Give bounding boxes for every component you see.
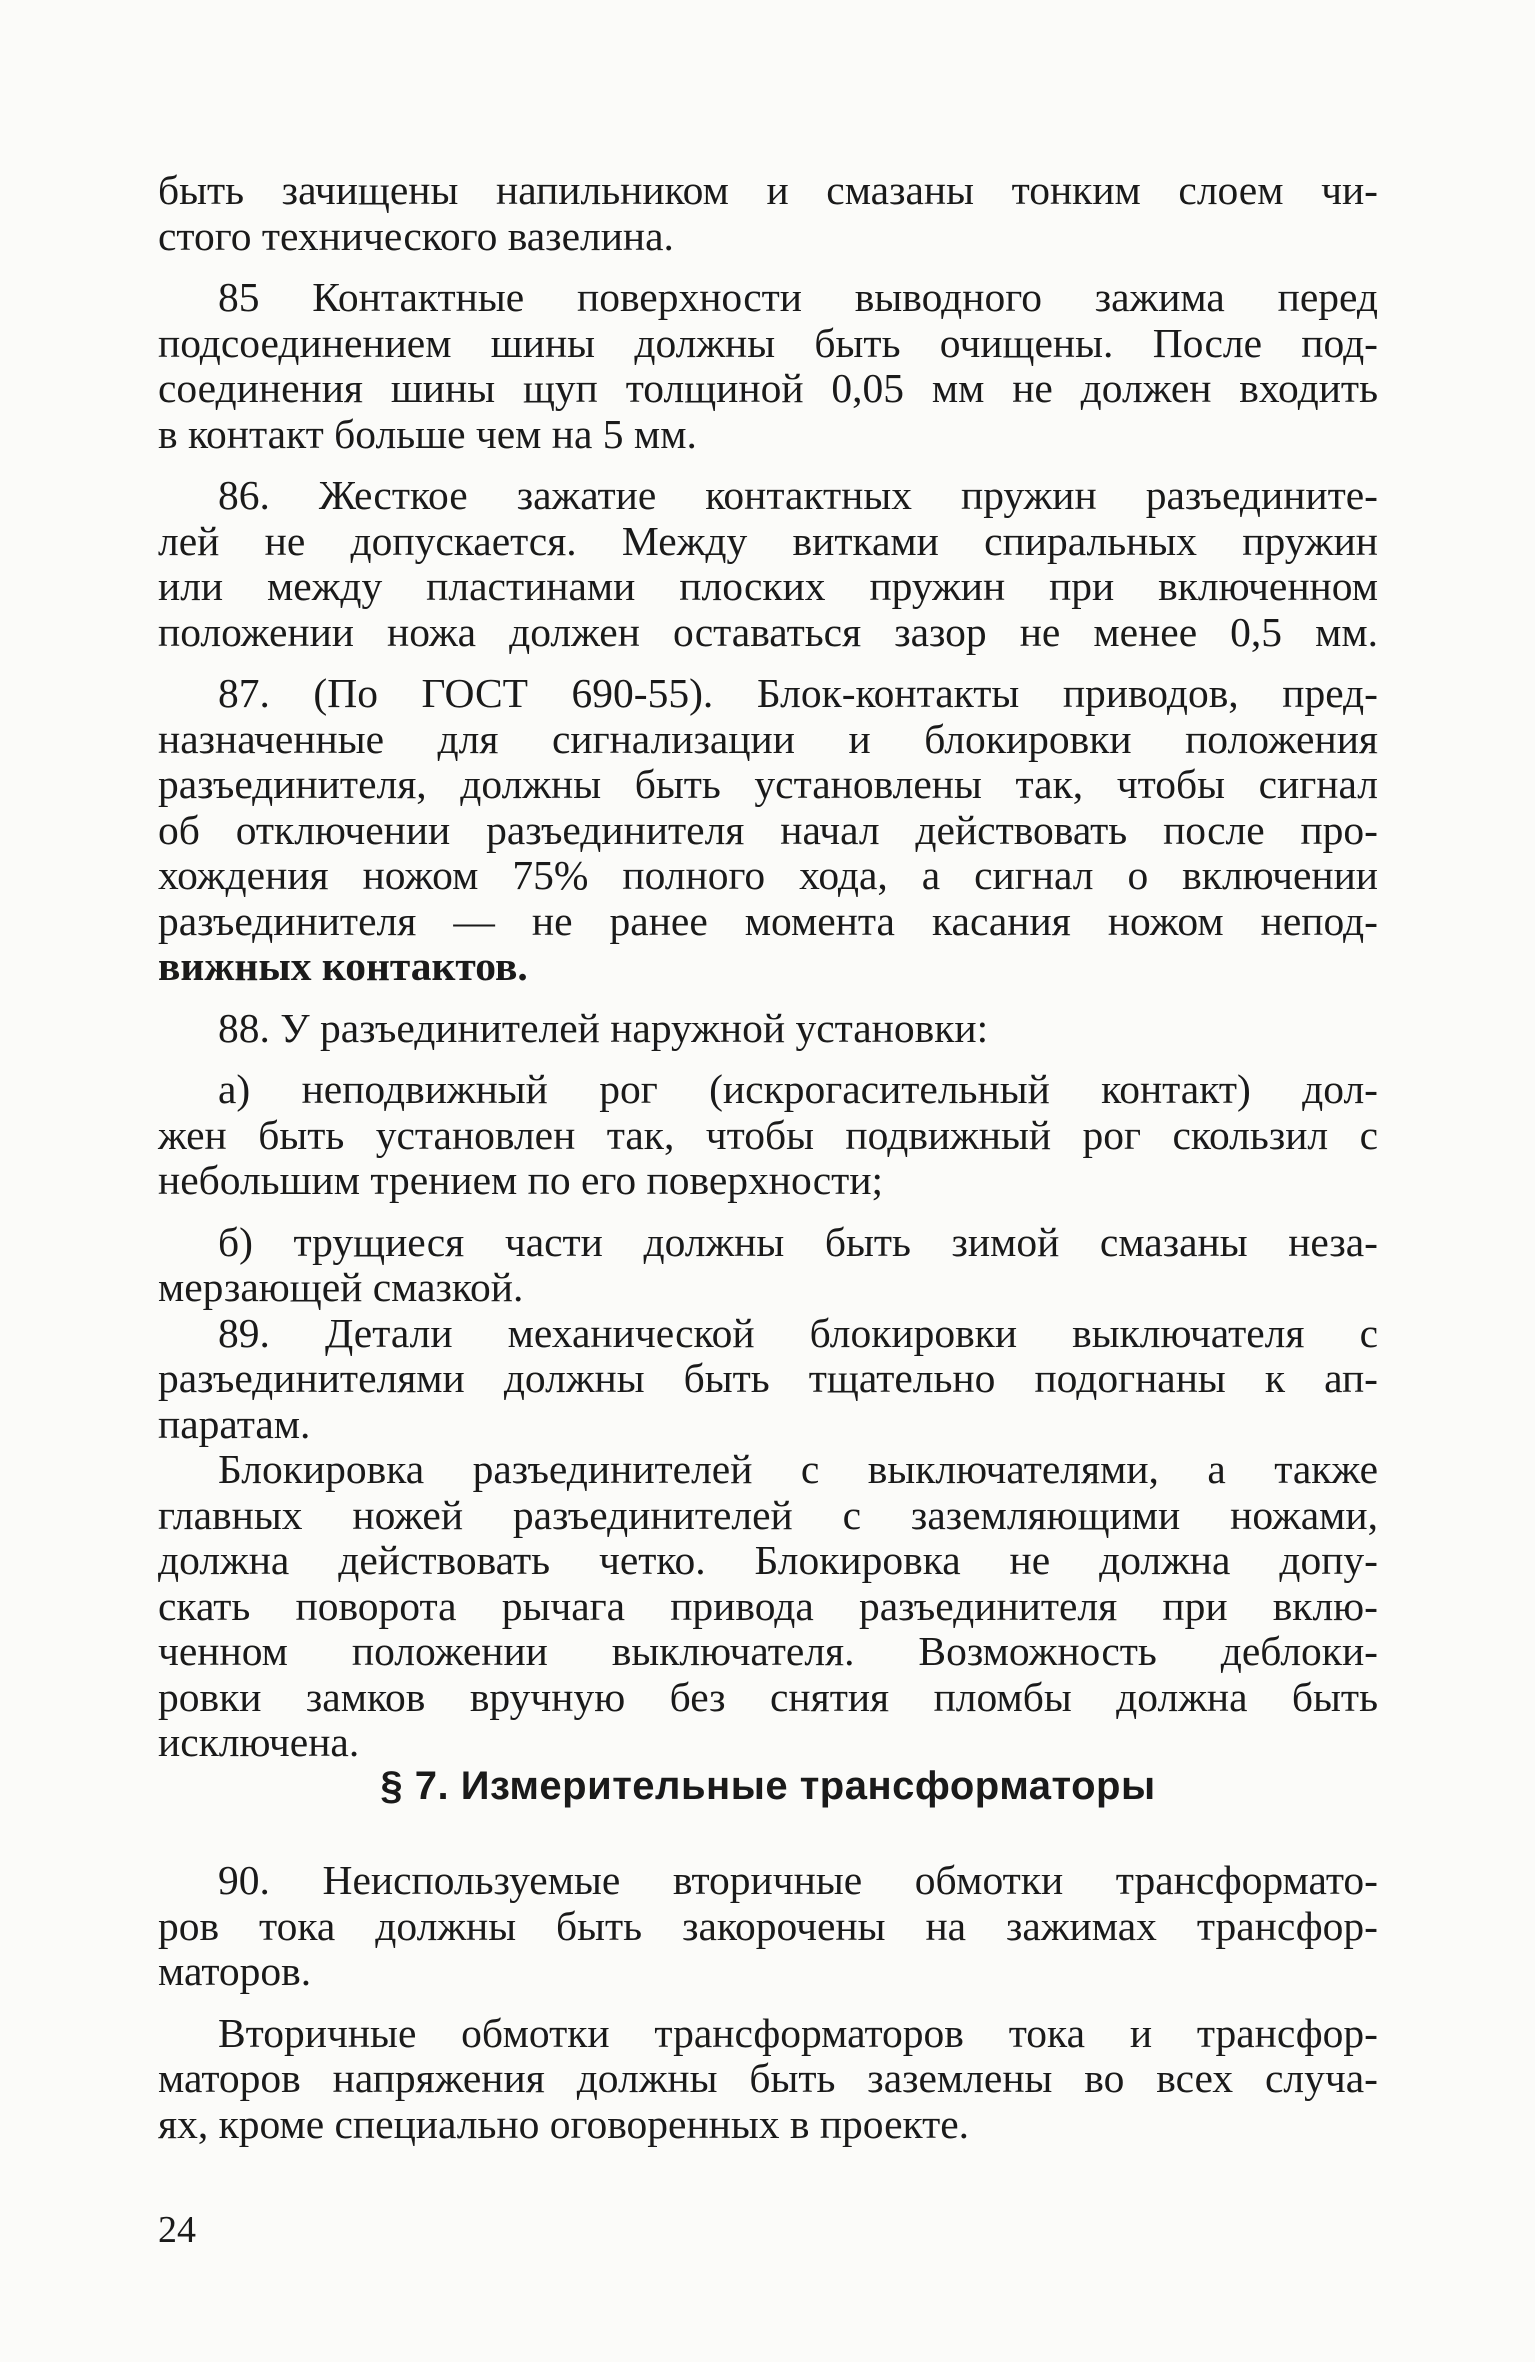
text-line: небольшим трением по его поверхности;	[158, 1157, 884, 1203]
text-line: хождения ножом 75% полного хода, а сигнал о включении	[158, 852, 1378, 898]
text-line: 85 Контактные поверхности выводного зажима перед	[218, 274, 1378, 320]
paragraph-89-blocking	[158, 1447, 1378, 1766]
page-number: 24	[158, 2209, 196, 2251]
text-line: положении ножа должен оставаться зазор не менее 0,5 мм.	[158, 608, 1378, 655]
text-line: главных ножей разъединителей с заземляющими ножами,	[158, 1491, 1378, 1538]
section-heading: § 7. Измерительные трансформаторы	[380, 1764, 1156, 1808]
paragraph-86	[158, 473, 1378, 655]
text-line: маторов.	[158, 1948, 312, 1994]
text-line: лей не допускается. Между витками спиральных пружин	[158, 517, 1378, 564]
text-line: Вторичные обмотки трансформаторов тока и трансфор-	[218, 2009, 1378, 2056]
text-line: 86. Жесткое зажатие контактных пружин разъедините-	[218, 472, 1378, 518]
text-line: разъединителя, должны быть установлены так, чтобы сигнал	[158, 761, 1378, 807]
text-line: стого технического вазелина.	[158, 212, 674, 259]
text-line: б) трущиеся части должны быть зимой смазаны неза-	[218, 1218, 1378, 1265]
paragraph-continuation	[158, 168, 1378, 259]
paragraph-88a	[158, 1067, 1378, 1204]
text-line: 89. Детали механической блокировки выключателя с	[218, 1309, 1378, 1356]
text-line: разъединителя — не ранее момента касания ножом непод-	[158, 897, 1378, 944]
text-line: мерзающей смазкой.	[158, 1264, 524, 1310]
text-line: ровки замков вручную без снятия пломбы должна быть	[158, 1673, 1378, 1720]
text-line: в контакт больше чем на 5 мм.	[158, 410, 697, 457]
paragraph-90-secondary	[158, 2011, 1378, 2148]
text-line: скать поворота рычага привода разъединителя при вклю-	[158, 1582, 1378, 1629]
text-line: ях, кроме специально оговоренных в проекте.	[158, 2100, 970, 2147]
text-line: соединения шины щуп толщиной 0,05 мм не должен входить	[158, 365, 1378, 411]
text-line: вижных контактов.	[158, 943, 528, 989]
text-line: подсоединением шины должны быть очищены. После под-	[158, 319, 1378, 366]
page-body-lower	[158, 1858, 1378, 2147]
paragraph-88b	[158, 1220, 1378, 1311]
text-line: ров тока должны быть закорочены на зажимах трансфор-	[158, 1902, 1378, 1949]
page-body	[158, 168, 1378, 1766]
text-line: 88. У разъединителей наружной установки:	[218, 1004, 989, 1051]
text-line: быть зачищены напильником и смазаны тонким слоем чи-	[158, 167, 1378, 213]
text-line: назначенные для сигнализации и блокировки положения	[158, 715, 1378, 762]
paragraph-88	[158, 1006, 1378, 1052]
text-line: маторов напряжения должны быть заземлены во всех случа-	[158, 2055, 1378, 2101]
text-line: Блокировка разъединителей с выключателями, а также	[218, 1446, 1378, 1492]
paragraph-87	[158, 671, 1378, 990]
text-line: жен быть установлен так, чтобы подвижный рог скользил с	[158, 1111, 1378, 1158]
text-line: исключена.	[158, 1719, 360, 1765]
paragraph-90	[158, 1858, 1378, 1995]
text-line: или между пластинами плоских пружин при включенном	[158, 563, 1378, 609]
text-line: а) неподвижный рог (искрогасительный контакт) дол-	[218, 1066, 1378, 1112]
text-line: должна действовать четко. Блокировка не должна допу-	[158, 1537, 1378, 1583]
text-line: разъединителями должны быть тщательно подогнаны к ап-	[158, 1355, 1378, 1401]
text-line: об отключении разъединителя начал действовать после про-	[158, 806, 1378, 853]
text-line: 90. Неиспользуемые вторичные обмотки трансформато-	[218, 1857, 1378, 1903]
paragraph-89	[158, 1311, 1378, 1448]
text-line: паратам.	[158, 1400, 311, 1447]
text-line: ченном положении выключателя. Возможность деблоки-	[158, 1628, 1378, 1674]
text-line: 87. (По ГОСТ 690-55). Блок-контакты приводов, пред-	[218, 670, 1378, 716]
paragraph-85	[158, 275, 1378, 457]
